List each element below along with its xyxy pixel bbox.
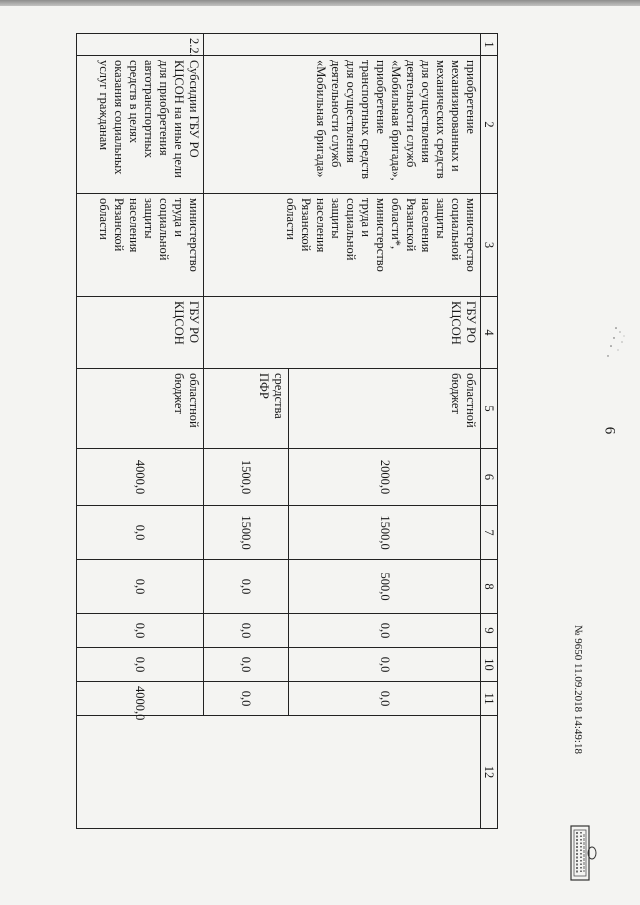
cell-value: 0,0 bbox=[288, 682, 480, 716]
header-col-11: 11 bbox=[480, 682, 497, 716]
scan-edge-shadow bbox=[0, 0, 640, 6]
cell-value: 0,0 bbox=[77, 614, 204, 648]
cell-value: 0,0 bbox=[288, 614, 480, 648]
cell-executor: ГБУ РО КЦСОН bbox=[203, 297, 480, 369]
cell-value: 0,0 bbox=[203, 614, 288, 648]
seal-stamp-icon bbox=[565, 822, 597, 884]
cell-description: приобретение механизированных и механических средств для осуществления деятельности служб «Мобильная бригада», приобретение транспортных средств для осуществления деятельности служб «Мобильная бригада» bbox=[203, 56, 480, 194]
cell-notes bbox=[77, 716, 481, 829]
header-col-1: 1 bbox=[480, 34, 497, 56]
cell-executor: ГБУ РО КЦСОН bbox=[77, 297, 204, 369]
table-row bbox=[288, 34, 480, 829]
header-col-4: 4 bbox=[480, 297, 497, 369]
cell-value: 0,0 bbox=[77, 560, 204, 614]
cell-value: 0,0 bbox=[77, 648, 204, 682]
cell-source: областной бюджет bbox=[288, 369, 480, 449]
registration-stamp: № 9650 11.09.2018 14:49:18 bbox=[572, 625, 584, 754]
cell-value: 0,0 bbox=[77, 506, 204, 560]
budget-table bbox=[76, 33, 498, 829]
header-col-8: 8 bbox=[480, 560, 497, 614]
cell-responsible: министерство труда и социальной защиты населения Рязанской области bbox=[77, 194, 204, 297]
cell-value: 500,0 bbox=[288, 560, 480, 614]
cell-value: 0,0 bbox=[203, 682, 288, 716]
cell-source: средства ПФР bbox=[203, 369, 288, 449]
cell-value: 1500,0 bbox=[203, 449, 288, 506]
header-col-7: 7 bbox=[480, 506, 497, 560]
rotated-table-area bbox=[76, 33, 498, 828]
cell-value: 0,0 bbox=[288, 648, 480, 682]
cell-number bbox=[203, 34, 480, 56]
cell-value: 2000,0 bbox=[288, 449, 480, 506]
header-row bbox=[480, 34, 497, 829]
header-col-12: 12 bbox=[480, 716, 497, 829]
header-col-3: 3 bbox=[480, 194, 497, 297]
scan-noise-icon bbox=[596, 318, 636, 368]
page-number: 6 bbox=[601, 426, 618, 435]
cell-value: 4000,0 bbox=[77, 449, 204, 506]
cell-source: областной бюджет bbox=[77, 369, 204, 449]
cell-value: 1500,0 bbox=[203, 506, 288, 560]
header-col-10: 10 bbox=[480, 648, 497, 682]
cell-value: 4000,0 bbox=[77, 682, 204, 716]
header-col-9: 9 bbox=[480, 614, 497, 648]
cell-value: 0,0 bbox=[203, 648, 288, 682]
header-col-6: 6 bbox=[480, 449, 497, 506]
header-col-2: 2 bbox=[480, 56, 497, 194]
cell-value: 1500,0 bbox=[288, 506, 480, 560]
table-row bbox=[77, 34, 204, 829]
header-col-5: 5 bbox=[480, 369, 497, 449]
cell-description: Субсидии ГБУ РО КЦСОН на иные цели для приобретения автотранспортных средств в целях оказания социальных услуг гражданам bbox=[77, 56, 204, 194]
cell-number: 2.2. bbox=[77, 34, 204, 56]
cell-responsible: министерство социальной защиты населения Рязанской области*, министерство труда и социальной защиты населения Рязанской области bbox=[203, 194, 480, 297]
table-rotation-wrapper bbox=[76, 33, 498, 828]
cell-value: 0,0 bbox=[203, 560, 288, 614]
